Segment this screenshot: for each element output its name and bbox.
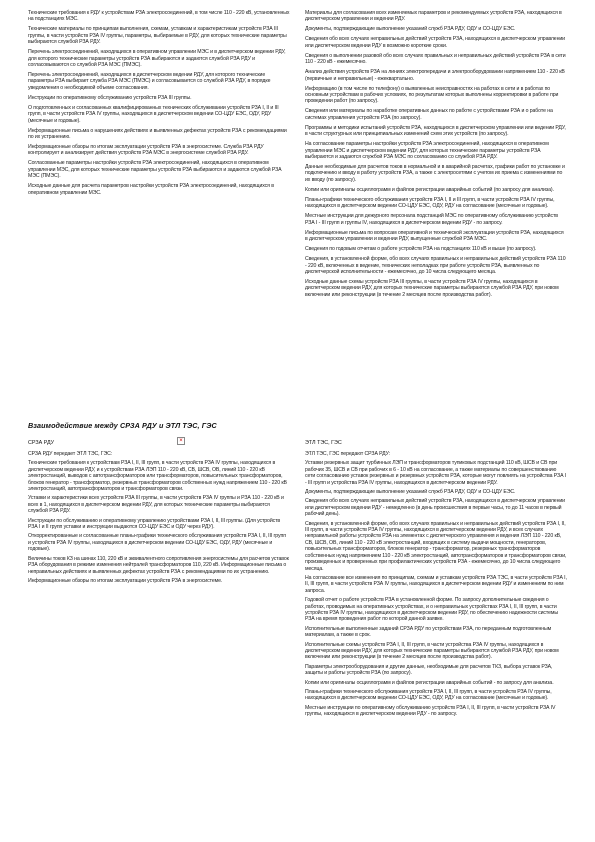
- paragraph: На согласование параметры настройки устройств РЗА электросоединений, находящихся в оперативном управлении МЭС и диспетчерском ведении РДУ, для которых технические параметры устройств РЗА выбираются и задаются службой РЗА МЭС по согласованию со службой РЗА РДУ.: [305, 141, 549, 161]
- paragraph: Документы, подтверждающие выполнение указаний служб РЗА РДУ, ОДУ и СО-ЦДУ ЕЭС.: [305, 489, 516, 496]
- paragraph: Программы и методики испытаний устройств РЗА, находящихся в диспетчерском управлении или ведении РДУ, в части структурных или принципиальных изменений схем этих устройств (по запросу).: [305, 124, 566, 138]
- subheading-etl-tes-ges: ЭТЛ ТЭС, ГЭС: [305, 440, 342, 446]
- paragraph: Местные инструкции для дежурного персонала подстанций МЭС по оперативному обслуживанию устройств РЗА I - III групп и группы IV, находящихся в диспетчерском ведении РДУ - по запросу.: [305, 213, 558, 226]
- paragraph: Анализ действия устройств РЗА на линиях электропередачи и электрооборудовании напряжением 110 - 220 кВ (первичные и неправильные) - ежеквартально.: [305, 69, 565, 82]
- paragraph: Инструкции по обслуживанию и оперативному управлению устройствами РЗА I, II, III группы. (Для устройств РЗА I и II групп уставки и инструкции выдаются СО-ЦДУ ЕЭС и ОДУ через РДУ).: [28, 517, 281, 531]
- paragraph: Согласованные параметры настройки устройств РЗА электросоединений, находящихся в оперативном управлении МЭС, для которых технические параметры устройств РЗА выбираются и задаются службой РЗА МЭС (ПМЭС).: [28, 160, 282, 180]
- paragraph: Местные инструкции по оперативному обслуживанию устройств РЗА I, II, III групп, в части устройств РЗА IV группы, находящихся в диспетчерском ведении РДУ - по запросу.: [305, 704, 556, 718]
- top-right-column: [305, 10, 567, 302]
- paragraph: О подготовленных и согласованных квалифицированных технических обслуживании устройств РЗА I, II и III групп, в части устройств РЗА IV группы, находящихся в диспетчерском ведении СО-ЦДУ ЕЭС, ОДУ, РДУ (месячные и годовые).: [28, 104, 279, 124]
- paragraph: ЭТЛ ТЭС, ГЭС передают СРЗА РДУ:: [305, 451, 391, 457]
- paragraph: Сведения обо всех случаях неправильных действий устройств РЗА, находящихся в диспетчерском управлении или диспетчерском ведении РДУ в возможно короткие сроки.: [305, 36, 565, 49]
- paragraph: Данные необходимые для расчетов токов в нормальной и в аварийной расчетах, графики работ по установке и подключению и вводу в работу устройств РЗА, а также с электросетями с учетом их приема с изменениями по их вводу (по запросу).: [305, 164, 565, 183]
- paragraph: Технические требования к устройствам РЗА I, II, III групп, в части устройств РЗА IV группы, находящихся в диспетчерском ведении РДУ, и к устройствам РЗА ЛЭП 110 - 220 кВ, СВ, ШСВ, ОВ, линий 110 - 220 кВ электростанций, выводов с автотрансформаторов или трансформаторов, повысительных трансформаторов, блоков генератор - трансформатор, резервных трансформаторов собственных нужд напряжением 110 - 220 кВ электростанций, автотрансформаторов и трансформаторов связи.: [28, 460, 287, 493]
- paragraph: Информационные обзоры по итогам эксплуатации устройств РЗА в энергосистеме. Служба РЗА РДУ контролирует и анализирует действия устройств РЗА МЭС в энергосистеме службой РЗА РДУ.: [28, 144, 264, 157]
- paragraph: Информационные письма о нарушениях действиях и выявленных дефектах устройств РЗА с рекомендациями по их устранению.: [28, 127, 287, 141]
- top-left-column: [28, 10, 290, 302]
- paragraph: Технические требования к РДУ к устройствам РЗА электросоединений, в том числе 110 - 220 кВ, установленных на подстанциях МЭС.: [28, 10, 290, 23]
- paragraph: Откорректированные и согласованные планы-графики технического обслуживания устройств РЗА I, II, III групп и устройств РЗА IV группы, находящихся в диспетчерском ведении СО-ЦДУ ЕЭС, ОДУ, РДУ (месячные и годовые).: [28, 533, 286, 553]
- paragraph: Информационные обзоры по итогам эксплуатации устройств РЗА в энергосистеме.: [28, 577, 223, 584]
- paragraph: Исходные данные схемы устройств РЗА III группы, в части устройств РЗА IV группы, находящихся в диспетчерском ведении РДУ, для которых технические параметры выбираются службой РЗА РДУ, при новом включении или реконструкции (в течение 2 месяцев после производства работ).: [305, 278, 559, 298]
- top-columns: [28, 10, 567, 302]
- paragraph: Сведения о выполнении разовой обо всех случаях правильных и неправильных действий устройств РЗА в сети 110 - 220 кВ - ежемесячно.: [305, 52, 566, 66]
- paragraph: Параметры электрооборудования и другие данные, необходимые для расчетов ТКЗ, выбора уставок РЗА, защиты и работы устройств РЗА (по запросу).: [305, 663, 553, 677]
- paragraph: Информацию (в том числе по телефону) о выявленных неисправностях на работах в сети и в работах по основным устройствам в рабочих условиях, по результатам которых выполнены корректировки в работе при проведении работ (по запросу).: [305, 85, 559, 105]
- paragraph: Сведения обо всех случаях неправильных действий устройств РЗА, находящихся в диспетчерском управлении или диспетчерском ведении РДУ - немедленно (в день происшествия в первые часы, то до 11 часов в первый рабочий день).: [305, 498, 565, 518]
- paragraph: Перечень электросоединений, находящихся в оперативном управлении МЭС и в диспетчерском ведении РДУ, для которого технические параметры устройств РЗА выбираются и задаются службой РЗА РДУ и согласовываются со службой РЗА МЭС (ПМЭС).: [28, 49, 286, 69]
- paragraph: СРЗА РДУ передает ЭТЛ ТЭС, ГЭС:: [28, 451, 113, 457]
- paragraph: Копии или оригиналы осциллограмм и файлов регистрации аварийных событий (по запросу для анализа).: [305, 186, 554, 193]
- paragraph: Исполнительные схемы устройств РЗА I, II, III групп, в части устройства РЗА IV группы, находящихся в диспетчерском ведении РДУ, для которых технические параметры выбираются службой РЗА РДУ, при новом включении или реконструкции (в течение 2 месяцев после производства работ).: [305, 641, 559, 661]
- paragraph: На согласование все изменения по принципам, схемам и уставкам устройств РЗА ТЭС, в части устройств РЗА I, II, III групп, в части устройств РЗА IV группы, находящихся в диспетчерском ведении РДУ и изменениям по ним запроса.: [305, 574, 567, 594]
- paragraph: Уставки резервных защит турбинных ЛЭП и трансформаторов тупиковых подстанций 110 кВ, ШСВ и СВ при рабочих 35, ШСВ и СВ при рабочих в 6 - 10 кВ на согласование, а также материалы по совершенствованию сети согласованию уставок резервных и резервных устройств РЗА, которые могут повлиять на устройства РЗА I - III групп и устройства РЗА IV группы, находящихся в диспетчерском ведении РДУ.: [305, 460, 567, 486]
- paragraph: Информационные письма по вопросам оперативной и технической эксплуатации устройств РЗА, находящихся в диспетчерском управлении и ведении РДУ, выпущенные службой РЗА МЭС.: [305, 229, 564, 243]
- paragraph: Сведения, в установленной форме, обо всех случаях правильных и неправильных действий устройств РЗА 110 - 220 кВ, включенных в ведение, технических неполадках при работе устройств РЗА, выявленных по диспетчерской исполнительности - ежемесячно, до 10 числа следующего месяца.: [305, 256, 566, 275]
- paragraph: Сведения или материалы по наработке оперативных данных по работе с устройствами РЗА и о работе на системах управления устройств РЗА (по запросу).: [305, 108, 553, 121]
- paragraph: Величины токов КЗ на шинах 110, 220 кВ и эквивалентного сопротивления энергосистемы для расчетов уставок РЗА оборудования в режиме изменения нейтралей трансформаторов 110, 220 кВ. Информационные письма о неправильных действиях и выявленных дефектах устройств РЗА с рекомендациями по их устранению.: [28, 555, 289, 575]
- paragraph: Технические материалы по принципам выполнения, схемам, уставкам и характеристикам устройств РЗА III группы, в части устройств РЗА IV группы, параметры, выбираемые в РДУ, для которых технические параметры выбираются службой РЗА РДУ.: [28, 26, 287, 46]
- bottom-right-column: [305, 451, 567, 721]
- paragraph: Планы-графики технического обслуживания устройств РЗА I, II и III групп, в части устройств РЗА IV группы, находящихся в диспетчерском ведении СО-ЦДУ ЕЭС, ОДУ, РДУ на согласование (месячные и годовые).: [305, 196, 555, 210]
- paragraph: Документы, подтверждающие выполнение указаний служб РЗА РДУ, ОДУ и СО-ЦДУ ЕЭС.: [305, 26, 516, 33]
- bottom-left-column: [28, 451, 290, 721]
- paragraph: Материалы для согласования всех изменяемых параметров и рекомендуемых устройств РЗА, находящихся в диспетчерском управлении и ведении РДУ.: [305, 10, 562, 23]
- paragraph: Исполнительные выполненные заданий СРЗА РДУ по устройствам РЗА, по переданным подготовленным материалам, а также в срок.: [305, 625, 552, 639]
- section-title: Взаимодействие между СРЗА РДУ и ЭТЛ ТЭС, ГЭС: [28, 421, 217, 430]
- paragraph: Планы-графики технического обслуживания устройств РЗА I, II, III групп, в части устройств РЗА IV группы, находящихся в диспетчерском ведении СО-ЦДУ ЕЭС, ОДУ, РДУ на согласование (месячные и годовые).: [305, 689, 552, 702]
- paragraph: Годовой отчет о работе устройств РЗА в установленной форме. По запросу дополнительные сведения о работах, проводимых на оперативных устройствах, и о неправильных устройствах РЗА I, II, III групп, в части устройств РЗА IV группы, находящихся в диспетчерском ведении РДУ, по обеспечению надежности системы РЗА на время проведения работ по которой данной заявке.: [305, 597, 559, 623]
- subheading-srza-rdu: СРЗА РДУ: [28, 440, 55, 446]
- paragraph: Перечень электросоединений, находящихся в диспетчерском ведении РДУ, для которого технические параметры РЗА выбирает служба РЗА МЭС (ПМЭС) и согласовывается со службой РЗА РДУ, в порядке уведомления о необходимой объеме согласования.: [28, 72, 271, 91]
- paragraph: Сведения, в установленной форме, обо всех случаях правильных и неправильных действий устройств РЗА I, II, III групп, в части устройств РЗА IV группы, находящихся в диспетчерском ведении РДУ, и всех случаях неправильной работы устройств РЗА на элементах с диспетчерского управления и ведения ЛЭП 110 - 220 кВ, СВ, ШСВ, ОВ, линий 110 - 220 кВ электростанций, входящих в систему выдачи мощности, генераторов, повысительных трансформаторов, блоков генератор - трансформатор, резервных трансформаторов собственных нужд напряжением 110 - 220 кВ электростанций, автотрансформаторов и трансформаторов связи, произведенных и проверенных при профилактических устройств РЗА - ежемесячно, до 10 числа следующего месяца.: [305, 520, 567, 572]
- paragraph: Копии или оригиналы осциллограмм и файлов регистрации аварийных событий - по запросу для анализа.: [305, 679, 554, 686]
- paragraph: Уставки и характеристики всех устройств РЗА III группы, в части устройств РЗА IV группы и РЗА 110 - 220 кВ и всех в 1, находящихся в диспетчерском ведении РДУ, для которых технические параметры выбираются службой РЗА РДУ.: [28, 495, 284, 515]
- paragraph: Сведения по годовым отчетам о работе устройств РЗА на подстанциях 110 кВ и выше (по запросу).: [305, 246, 537, 253]
- bottom-columns: [28, 451, 567, 721]
- paragraph: Инструкции по оперативному обслуживанию устройств РЗА III группы.: [28, 94, 192, 101]
- paragraph: Исходные данные для расчета параметров настройки устройств РЗА электросоединений, находящихся в оперативном управлении МЭС.: [28, 183, 274, 196]
- broken-image-icon: ×: [177, 437, 185, 445]
